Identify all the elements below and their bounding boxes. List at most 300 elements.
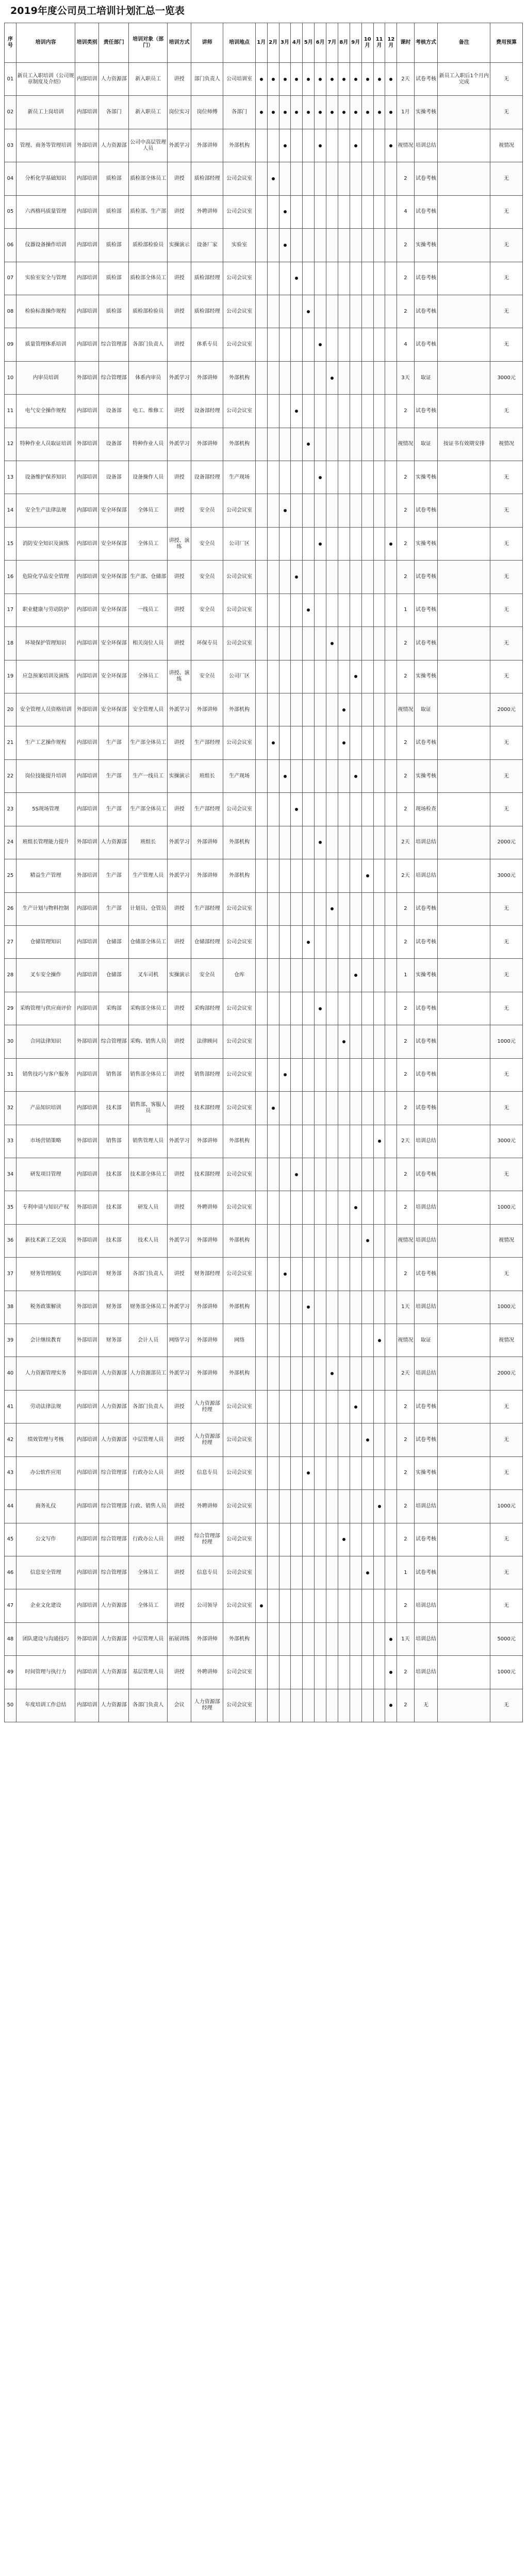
cell-hours: 2 — [397, 1158, 414, 1191]
cell-dept: 安全环保部 — [99, 527, 129, 560]
cell-month-5 — [303, 594, 315, 626]
cell-teacher: 外部讲师 — [191, 1622, 223, 1655]
cell-month-12 — [385, 195, 397, 228]
cell-month-8 — [338, 162, 350, 195]
cell-method: 讲授 — [168, 627, 191, 660]
cell-month-12 — [385, 1556, 397, 1589]
cell-month-9 — [350, 195, 361, 228]
cell-month-1 — [255, 992, 267, 1025]
cell-month-4 — [291, 726, 303, 759]
cell-method: 岗位实习 — [168, 96, 191, 129]
cell-month-1 — [255, 959, 267, 992]
cell-month-10 — [361, 1456, 373, 1489]
cell-exam: 试卷考核 — [414, 1556, 438, 1589]
table-row — [5, 1224, 523, 1257]
cell-month-8 — [338, 461, 350, 494]
cell-month-10 — [361, 1490, 373, 1523]
cell-month-10 — [361, 561, 373, 594]
scheduled-dot-icon — [331, 1372, 334, 1375]
scheduled-dot-icon — [307, 1306, 310, 1309]
table-row — [5, 195, 523, 228]
cell-month-11 — [373, 395, 385, 428]
cell-month-7 — [326, 1258, 338, 1291]
cell-month-8 — [338, 1258, 350, 1291]
cell-teacher: 外部讲师 — [191, 1357, 223, 1390]
cell-objects: 各部门负责人 — [129, 1689, 168, 1722]
cell-seq: 24 — [5, 826, 16, 859]
cell-seq: 46 — [5, 1556, 16, 1589]
cell-month-2 — [267, 793, 279, 826]
cell-month-8 — [338, 295, 350, 328]
cell-seq: 19 — [5, 660, 16, 693]
cell-month-6 — [315, 726, 326, 759]
cell-month-7 — [326, 395, 338, 428]
cell-month-4 — [291, 1423, 303, 1456]
cell-month-3 — [279, 262, 291, 295]
cell-month-6 — [315, 63, 326, 96]
cell-month-6 — [315, 262, 326, 295]
cell-month-5 — [303, 1456, 315, 1489]
scheduled-dot-icon — [342, 1040, 345, 1043]
cell-month-7 — [326, 1158, 338, 1191]
scheduled-dot-icon — [331, 377, 334, 380]
scheduled-dot-icon — [272, 111, 275, 114]
cell-objects: 中层管理人员 — [129, 1423, 168, 1456]
cell-objects: 新入职员工 — [129, 96, 168, 129]
cell-hours: 2 — [397, 1456, 414, 1489]
cell-month-6 — [315, 594, 326, 626]
cell-teacher: 技术部经理 — [191, 1092, 223, 1125]
cell-type: 内部培训 — [75, 925, 99, 958]
cell-month-4 — [291, 759, 303, 792]
cell-hours: 2天 — [397, 63, 414, 96]
cell-course: 特种作业人员取证培训 — [16, 428, 75, 461]
cell-budget: 无 — [490, 925, 523, 958]
cell-teacher: 仓储部经理 — [191, 925, 223, 958]
cell-type: 内部培训 — [75, 1490, 99, 1523]
cell-method: 讲授 — [168, 1490, 191, 1523]
cell-location: 外部机构 — [223, 826, 255, 859]
cell-month-1 — [255, 660, 267, 693]
cell-hours: 1 — [397, 959, 414, 992]
cell-month-11 — [373, 494, 385, 527]
cell-month-8 — [338, 129, 350, 162]
cell-location: 生产现场 — [223, 759, 255, 792]
cell-course: 实验室安全与管理 — [16, 262, 75, 295]
cell-exam: 培训总结 — [414, 1291, 438, 1324]
cell-hours: 4 — [397, 195, 414, 228]
cell-objects: 叉车司机 — [129, 959, 168, 992]
cell-month-6 — [315, 627, 326, 660]
table-row — [5, 1523, 523, 1556]
cell-location: 公司会议室 — [223, 395, 255, 428]
cell-remark — [438, 959, 490, 992]
cell-month-2 — [267, 992, 279, 1025]
header-month-8: 8月 — [338, 23, 350, 63]
cell-month-6 — [315, 1357, 326, 1390]
cell-month-1 — [255, 1291, 267, 1324]
cell-month-1 — [255, 428, 267, 461]
cell-month-7 — [326, 129, 338, 162]
cell-budget: 无 — [490, 793, 523, 826]
cell-exam: 试卷考核 — [414, 395, 438, 428]
cell-exam: 培训总结 — [414, 826, 438, 859]
cell-type: 外部培训 — [75, 859, 99, 892]
cell-remark — [438, 1224, 490, 1257]
cell-exam: 试卷考核 — [414, 195, 438, 228]
cell-type: 内部培训 — [75, 328, 99, 361]
cell-month-9 — [350, 892, 361, 925]
cell-location: 外部机构 — [223, 693, 255, 726]
cell-month-3 — [279, 1058, 291, 1091]
scheduled-dot-icon — [389, 111, 392, 114]
cell-month-11 — [373, 1357, 385, 1390]
cell-month-9 — [350, 1191, 361, 1224]
cell-objects: 公司中高层管理人员 — [129, 129, 168, 162]
cell-location: 生产现场 — [223, 461, 255, 494]
cell-month-3 — [279, 328, 291, 361]
cell-month-8 — [338, 859, 350, 892]
cell-month-4 — [291, 1490, 303, 1523]
cell-month-9 — [350, 627, 361, 660]
cell-budget: 无 — [490, 759, 523, 792]
cell-month-4 — [291, 1589, 303, 1622]
cell-month-3 — [279, 1258, 291, 1291]
cell-month-1 — [255, 295, 267, 328]
cell-teacher: 信息专员 — [191, 1556, 223, 1589]
cell-month-11 — [373, 1025, 385, 1058]
cell-objects: 人力资源部员工 — [129, 1357, 168, 1390]
cell-month-10 — [361, 63, 373, 96]
cell-month-8 — [338, 63, 350, 96]
table-row — [5, 494, 523, 527]
cell-month-4 — [291, 693, 303, 726]
cell-budget: 无 — [490, 461, 523, 494]
cell-objects: 会计人员 — [129, 1324, 168, 1357]
cell-exam: 试卷考核 — [414, 1258, 438, 1291]
cell-month-6 — [315, 1291, 326, 1324]
cell-month-10 — [361, 1092, 373, 1125]
cell-month-5 — [303, 1092, 315, 1125]
cell-type: 外部培训 — [75, 1125, 99, 1158]
cell-month-7 — [326, 925, 338, 958]
cell-month-11 — [373, 793, 385, 826]
cell-month-12 — [385, 660, 397, 693]
cell-month-5 — [303, 63, 315, 96]
cell-month-11 — [373, 693, 385, 726]
cell-month-4 — [291, 494, 303, 527]
scheduled-dot-icon — [319, 78, 322, 81]
cell-month-11 — [373, 229, 385, 262]
cell-month-11 — [373, 660, 385, 693]
cell-dept: 财务部 — [99, 1291, 129, 1324]
cell-dept: 生产部 — [99, 759, 129, 792]
scheduled-dot-icon — [272, 78, 275, 81]
cell-month-11 — [373, 826, 385, 859]
cell-budget: 无 — [490, 726, 523, 759]
cell-location: 公司会议室 — [223, 925, 255, 958]
cell-course: 岗位技能提升培训 — [16, 759, 75, 792]
cell-month-6 — [315, 992, 326, 1025]
cell-month-6 — [315, 295, 326, 328]
cell-exam: 实操考核 — [414, 461, 438, 494]
cell-month-2 — [267, 1556, 279, 1589]
cell-month-6 — [315, 96, 326, 129]
cell-month-9 — [350, 859, 361, 892]
cell-teacher: 外部讲师 — [191, 693, 223, 726]
cell-month-1 — [255, 494, 267, 527]
cell-teacher: 人力资源部经理 — [191, 1390, 223, 1423]
cell-hours: 2 — [397, 494, 414, 527]
cell-location: 公司会议室 — [223, 1258, 255, 1291]
cell-month-8 — [338, 361, 350, 394]
cell-month-10 — [361, 328, 373, 361]
cell-month-2 — [267, 1589, 279, 1622]
cell-month-3 — [279, 63, 291, 96]
cell-month-6 — [315, 1456, 326, 1489]
cell-teacher: 信息专员 — [191, 1456, 223, 1489]
cell-month-8 — [338, 395, 350, 428]
scheduled-dot-icon — [319, 111, 322, 114]
cell-month-12 — [385, 992, 397, 1025]
cell-month-11 — [373, 892, 385, 925]
cell-method: 讲授 — [168, 925, 191, 958]
cell-month-12 — [385, 96, 397, 129]
cell-exam: 实操考核 — [414, 660, 438, 693]
cell-month-3 — [279, 826, 291, 859]
cell-month-9 — [350, 1158, 361, 1191]
cell-month-5 — [303, 1556, 315, 1589]
cell-month-3 — [279, 726, 291, 759]
cell-budget: 1000元 — [490, 1025, 523, 1058]
cell-budget: 无 — [490, 1589, 523, 1622]
cell-month-3 — [279, 1390, 291, 1423]
cell-month-12 — [385, 594, 397, 626]
cell-month-10 — [361, 1357, 373, 1390]
cell-objects: 采购部全体员工 — [129, 992, 168, 1025]
cell-month-9 — [350, 1224, 361, 1257]
cell-objects: 计划员、仓管员 — [129, 892, 168, 925]
cell-exam: 培训总结 — [414, 1589, 438, 1622]
cell-month-10 — [361, 759, 373, 792]
cell-type: 外部培训 — [75, 1324, 99, 1357]
cell-month-12 — [385, 129, 397, 162]
cell-seq: 23 — [5, 793, 16, 826]
cell-location: 公司会议室 — [223, 1523, 255, 1556]
cell-course: 管理、商务等管理培训 — [16, 129, 75, 162]
cell-exam: 试卷考核 — [414, 1058, 438, 1091]
cell-teacher: 人力资源部经理 — [191, 1689, 223, 1722]
cell-location: 公司会议室 — [223, 1656, 255, 1689]
cell-course: 财务管理制度 — [16, 1258, 75, 1291]
cell-month-11 — [373, 1291, 385, 1324]
cell-remark — [438, 1258, 490, 1291]
cell-remark — [438, 1622, 490, 1655]
cell-month-5 — [303, 627, 315, 660]
cell-budget: 无 — [490, 1456, 523, 1489]
cell-method: 实操演示 — [168, 229, 191, 262]
cell-month-9 — [350, 793, 361, 826]
cell-hours: 2 — [397, 759, 414, 792]
cell-month-1 — [255, 527, 267, 560]
scheduled-dot-icon — [331, 78, 334, 81]
cell-month-11 — [373, 1523, 385, 1556]
cell-month-8 — [338, 1191, 350, 1224]
cell-budget: 视情况 — [490, 1324, 523, 1357]
cell-type: 内部培训 — [75, 1258, 99, 1291]
cell-month-5 — [303, 1224, 315, 1257]
cell-teacher: 财务部经理 — [191, 1258, 223, 1291]
cell-month-7 — [326, 1622, 338, 1655]
table-row — [5, 1556, 523, 1589]
cell-objects: 班组长 — [129, 826, 168, 859]
cell-location: 仓库 — [223, 959, 255, 992]
cell-month-10 — [361, 660, 373, 693]
cell-month-1 — [255, 561, 267, 594]
cell-remark — [438, 1523, 490, 1556]
cell-type: 外部培训 — [75, 1291, 99, 1324]
cell-month-7 — [326, 328, 338, 361]
cell-month-3 — [279, 461, 291, 494]
cell-month-2 — [267, 925, 279, 958]
cell-month-10 — [361, 494, 373, 527]
cell-objects: 研发人员 — [129, 1191, 168, 1224]
cell-teacher: 质检部经理 — [191, 162, 223, 195]
cell-month-10 — [361, 1025, 373, 1058]
cell-month-12 — [385, 328, 397, 361]
cell-month-3 — [279, 992, 291, 1025]
cell-course: 仓储管理知识 — [16, 925, 75, 958]
cell-month-9 — [350, 1423, 361, 1456]
cell-month-8 — [338, 1589, 350, 1622]
cell-month-3 — [279, 1025, 291, 1058]
cell-month-1 — [255, 1125, 267, 1158]
cell-remark — [438, 759, 490, 792]
cell-objects: 特种作业人员 — [129, 428, 168, 461]
cell-method: 讲授 — [168, 1423, 191, 1456]
cell-exam: 试卷考核 — [414, 494, 438, 527]
table-row — [5, 1689, 523, 1722]
cell-hours: 2 — [397, 925, 414, 958]
scheduled-dot-icon — [389, 1704, 392, 1707]
cell-month-1 — [255, 1025, 267, 1058]
cell-month-11 — [373, 627, 385, 660]
cell-dept: 人力资源部 — [99, 1357, 129, 1390]
cell-month-4 — [291, 129, 303, 162]
cell-seq: 15 — [5, 527, 16, 560]
cell-budget: 无 — [490, 63, 523, 96]
cell-method: 讲授 — [168, 494, 191, 527]
cell-month-4 — [291, 428, 303, 461]
cell-dept: 设备部 — [99, 461, 129, 494]
cell-budget: 1000元 — [490, 1191, 523, 1224]
cell-month-12 — [385, 461, 397, 494]
scheduled-dot-icon — [284, 775, 287, 778]
cell-teacher: 综合管理部经理 — [191, 1523, 223, 1556]
cell-objects: 各部门负责人 — [129, 1258, 168, 1291]
scheduled-dot-icon — [389, 1638, 392, 1641]
cell-course: 会计继续教育 — [16, 1324, 75, 1357]
cell-seq: 14 — [5, 494, 16, 527]
cell-location: 外部机构 — [223, 1622, 255, 1655]
cell-course: 税务政策解读 — [16, 1291, 75, 1324]
cell-dept: 安全环保部 — [99, 627, 129, 660]
header-month-10: 10月 — [361, 23, 373, 63]
cell-exam: 培训总结 — [414, 859, 438, 892]
cell-budget: 无 — [490, 959, 523, 992]
cell-teacher: 生产部经理 — [191, 793, 223, 826]
cell-month-4 — [291, 627, 303, 660]
cell-objects: 设备操作人员 — [129, 461, 168, 494]
cell-exam: 培训总结 — [414, 1191, 438, 1224]
scheduled-dot-icon — [378, 1505, 381, 1508]
cell-dept: 仓储部 — [99, 925, 129, 958]
cell-course: 劳动法律法规 — [16, 1390, 75, 1423]
cell-month-2 — [267, 627, 279, 660]
cell-month-3 — [279, 1158, 291, 1191]
cell-remark — [438, 693, 490, 726]
cell-month-5 — [303, 1490, 315, 1523]
cell-hours: 1月 — [397, 96, 414, 129]
cell-objects: 生产部全体员工 — [129, 793, 168, 826]
cell-month-4 — [291, 527, 303, 560]
table-row — [5, 295, 523, 328]
cell-month-8 — [338, 594, 350, 626]
cell-month-3 — [279, 527, 291, 560]
cell-month-6 — [315, 1092, 326, 1125]
cell-course: 专利申请与知识产权 — [16, 1191, 75, 1224]
scheduled-dot-icon — [295, 410, 298, 413]
cell-exam: 取证 — [414, 428, 438, 461]
cell-month-10 — [361, 1291, 373, 1324]
cell-location: 公司会议室 — [223, 726, 255, 759]
table-row — [5, 1191, 523, 1224]
header-month-12: 12月 — [385, 23, 397, 63]
cell-month-6 — [315, 1058, 326, 1091]
cell-type: 内部培训 — [75, 262, 99, 295]
cell-course: 生产计划与物料控制 — [16, 892, 75, 925]
scheduled-dot-icon — [389, 1671, 392, 1674]
cell-dept: 综合管理部 — [99, 1523, 129, 1556]
cell-location: 公司会议室 — [223, 594, 255, 626]
cell-location: 公司会议室 — [223, 1158, 255, 1191]
cell-teacher: 安全员 — [191, 959, 223, 992]
cell-location: 公司会议室 — [223, 262, 255, 295]
cell-month-2 — [267, 1058, 279, 1091]
cell-month-4 — [291, 1158, 303, 1191]
cell-month-2 — [267, 63, 279, 96]
cell-type: 内部培训 — [75, 527, 99, 560]
cell-remark — [438, 892, 490, 925]
cell-course: 产品知识培训 — [16, 1092, 75, 1125]
cell-month-5 — [303, 129, 315, 162]
cell-teacher: 设备部经理 — [191, 395, 223, 428]
cell-month-8 — [338, 96, 350, 129]
cell-month-12 — [385, 1324, 397, 1357]
cell-exam: 试卷考核 — [414, 627, 438, 660]
cell-hours: 2 — [397, 627, 414, 660]
cell-budget: 3000元 — [490, 859, 523, 892]
cell-month-11 — [373, 594, 385, 626]
cell-type: 内部培训 — [75, 295, 99, 328]
scheduled-dot-icon — [342, 78, 345, 81]
cell-month-5 — [303, 1622, 315, 1655]
cell-type: 外部培训 — [75, 1224, 99, 1257]
cell-month-2 — [267, 726, 279, 759]
table-row — [5, 1622, 523, 1655]
cell-location: 各部门 — [223, 96, 255, 129]
cell-month-7 — [326, 726, 338, 759]
